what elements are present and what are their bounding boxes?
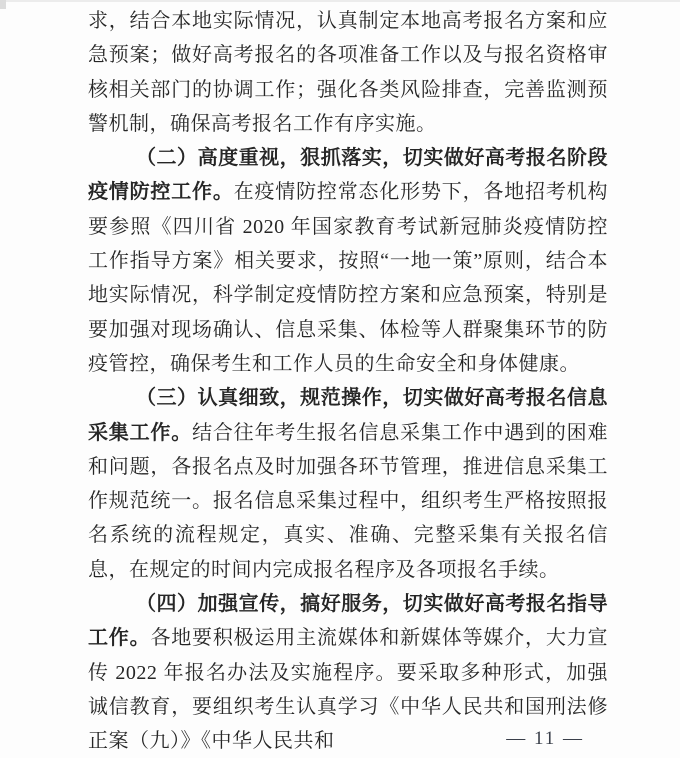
paragraph-item-2 xyxy=(88,141,608,381)
paragraph-body-text: 结合往年考生报名信息采集工作中遇到的困难和问题，各报名点及时加强各环节管理，推进信息采集工作规范统一。报名信息采集过程中，组织考生严格按照报名系统的流程规定，真实、准确、完整采集有关报名信息，在规定的时间内完成报名程序及各项报名手续。 xyxy=(88,421,608,581)
page-number: — 11 — xyxy=(506,728,584,749)
document-body xyxy=(88,4,608,758)
page-footer xyxy=(506,728,584,750)
paragraph-body-text: 各地要积极运用主流媒体和新媒体等媒介，大力宣传 2022 年报名办法及实施程序。要采取多种形式，加强诚信教育，要组织考生认真学习《中华人民共和国刑法修正案（九）》《中华人民共和 xyxy=(88,627,608,753)
paragraph-body-text: 求，结合本地实际情况，认真制定本地高考报名方案和应急预案；做好高考报名的各项准备工作以及与报名资格审核相关部门的协调工作；强化各类风险排查，完善监测预警机制，确保高考报名工作有序实施。 xyxy=(88,10,608,135)
scan-edge-artifact xyxy=(0,0,680,2)
paragraph-continuation xyxy=(88,4,608,141)
scan-corner-artifact xyxy=(0,0,6,9)
paragraph-body-text: 在疫情防控常态化形势下，各地招考机构要参照《四川省 2020 年国家教育考试新冠肺炎疫情防控工作指导方案》相关要求，按照“一地一策”原则，结合本地实际情况，科学制定疫情防控方案和应急预案，特别是要加强对现场确认、信息采集、体检等人群聚集环节的防疫管控，确保考生和工作人员的生命安全和身体健康。 xyxy=(88,181,608,375)
paragraph-item-3 xyxy=(88,381,608,587)
paragraph-lead-text: （四）加强宣传，搞好服务，切实做好高考报名指导工作。 xyxy=(88,593,608,650)
paragraph-lead-text: （三）认真细致，规范操作，切实做好高考报名信息采集工作。 xyxy=(88,387,608,444)
paragraph-lead-text: （二）高度重视，狠抓落实，切实做好高考报名阶段疫情防控工作。 xyxy=(88,147,608,204)
